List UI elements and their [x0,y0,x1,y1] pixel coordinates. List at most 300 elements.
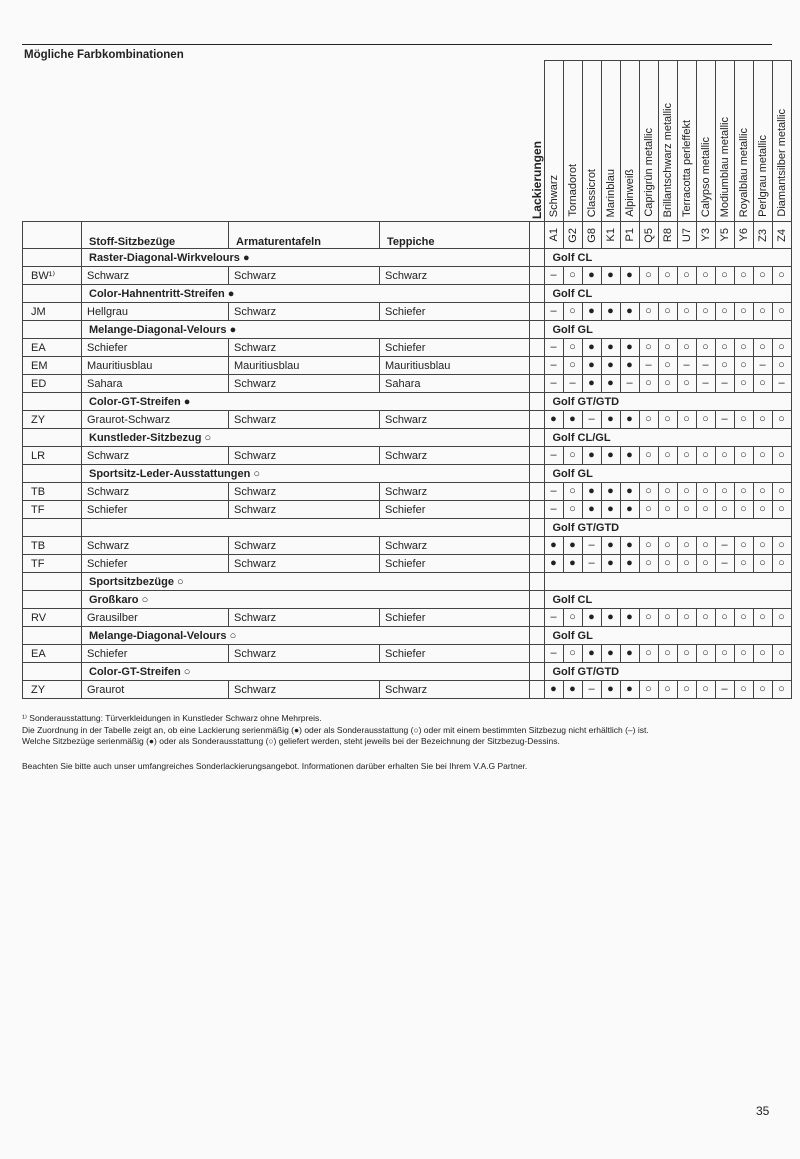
availability-mark: ○ [734,483,753,501]
availability-mark: – [582,681,601,699]
availability-mark: ○ [696,267,715,285]
availability-mark: ○ [734,609,753,627]
availability-mark: ○ [715,267,734,285]
model-label: Golf CL [544,591,791,609]
availability-mark: ● [601,609,620,627]
availability-mark: ○ [639,681,658,699]
armatur-value: Schwarz [229,411,380,429]
availability-mark: ○ [639,303,658,321]
teppich-value: Schiefer [380,555,530,573]
page-number: 35 [756,1104,770,1118]
availability-mark: ○ [677,303,696,321]
availability-mark: ● [601,447,620,465]
availability-mark: ○ [734,339,753,357]
availability-mark: ○ [658,537,677,555]
availability-mark: ○ [734,681,753,699]
gap-cell [530,339,545,357]
availability-mark: ○ [715,357,734,375]
trim-code: EA [23,339,82,357]
table-row [23,447,792,465]
color-name: Royalblau metallic [737,127,750,217]
section-row [23,465,792,483]
availability-mark: ○ [734,303,753,321]
section-code-cell [23,627,82,645]
availability-mark: ○ [658,357,677,375]
color-code: Y3 [699,228,712,242]
availability-mark: ○ [696,339,715,357]
color-name-row [23,61,792,222]
availability-mark: ● [563,681,582,699]
availability-mark: ○ [753,555,772,573]
armatur-value: Schwarz [229,681,380,699]
gap-cell [530,393,545,411]
availability-mark: ○ [696,555,715,573]
color-code-cell [639,222,658,249]
section-row [23,429,792,447]
color-name: Calypso metallic [699,136,712,217]
color-code: Z3 [756,228,769,242]
availability-mark: ● [620,303,639,321]
column-header-row [23,222,792,249]
availability-mark: ● [601,681,620,699]
availability-mark: ○ [753,483,772,501]
availability-mark: – [582,537,601,555]
availability-mark: ○ [696,411,715,429]
availability-mark: ● [582,447,601,465]
section-code-cell [23,465,82,483]
availability-mark: ● [601,555,620,573]
availability-mark: ○ [753,537,772,555]
availability-mark: ● [620,645,639,663]
teppich-value: Schwarz [380,267,530,285]
gap-cell [530,519,545,537]
color-name-cell [715,61,734,222]
table-row [23,375,792,393]
stoff-value: Mauritiusblau [82,357,229,375]
section-row [23,393,792,411]
color-name-cell [753,61,772,222]
section-code-cell [23,321,82,339]
color-name-cell [734,61,753,222]
table-row [23,555,792,573]
teppiche-header: Teppiche [380,222,530,249]
availability-mark: – [753,357,772,375]
color-name-cell [544,61,563,222]
availability-mark: ○ [677,447,696,465]
availability-mark: ○ [563,357,582,375]
availability-mark: ○ [772,447,791,465]
teppich-value: Schwarz [380,681,530,699]
teppich-value: Schiefer [380,645,530,663]
availability-mark: ○ [677,267,696,285]
color-code-cell [715,222,734,249]
gap-cell [530,681,545,699]
availability-mark: – [544,645,563,663]
availability-mark: – [544,357,563,375]
teppich-value: Schwarz [380,483,530,501]
availability-mark: – [696,357,715,375]
table-row [23,411,792,429]
availability-mark: ○ [563,609,582,627]
availability-mark: – [544,447,563,465]
gap-cell [530,411,545,429]
availability-mark: – [715,681,734,699]
availability-mark: ○ [696,609,715,627]
section-label: Color-GT-Streifen ● [82,393,530,411]
section-row [23,627,792,645]
armatur-value: Schwarz [229,483,380,501]
availability-mark: ○ [658,609,677,627]
armatur-value: Schwarz [229,267,380,285]
color-name: Terracotta perleffekt [680,119,693,217]
footnote-3: Welche Sitzbezüge serienmäßig (●) oder als Sonderausstattung (○) geliefert werden, steht jeweils bei der Bezeichnung der Sitzbezug-Dessins. [22,736,560,746]
availability-mark: ● [620,501,639,519]
availability-mark: ○ [753,375,772,393]
color-name: Tornadorot [566,164,579,217]
availability-mark: ○ [677,375,696,393]
stoff-value: Schwarz [82,537,229,555]
availability-mark: ● [544,537,563,555]
color-name-cell [772,61,791,222]
availability-mark: ○ [734,645,753,663]
teppich-value: Schiefer [380,339,530,357]
header-spacer [23,61,530,222]
availability-mark: ○ [753,645,772,663]
section-code-cell [23,285,82,303]
model-label: Golf GL [544,627,791,645]
color-code: U7 [680,227,693,243]
model-label: Golf GT/GTD [544,663,791,681]
availability-mark: ○ [734,375,753,393]
trim-code: JM [23,303,82,321]
color-code: G2 [566,227,579,243]
availability-mark: ● [563,555,582,573]
color-code-cell [620,222,639,249]
teppich-value: Schiefer [380,609,530,627]
availability-mark: ● [620,537,639,555]
color-name: Marinblau [604,168,617,217]
gap-cell [530,483,545,501]
teppich-value: Sahara [380,375,530,393]
color-name: Classicrot [585,168,598,217]
gap-cell [530,537,545,555]
trim-code: EM [23,357,82,375]
gap-cell [530,222,545,249]
availability-mark: ○ [696,537,715,555]
availability-mark: ● [601,411,620,429]
availability-mark: ○ [658,447,677,465]
availability-mark: ● [544,411,563,429]
teppich-value: Mauritiusblau [380,357,530,375]
color-name-cell [563,61,582,222]
availability-mark: ○ [658,375,677,393]
section-label: Raster-Diagonal-Wirkvelours ● [82,249,530,267]
color-name: Modiumblau metallic [718,116,731,217]
gap-cell [530,447,545,465]
availability-mark: ○ [753,411,772,429]
availability-mark: ○ [696,447,715,465]
armatur-value: Schwarz [229,501,380,519]
availability-mark: ● [601,501,620,519]
availability-mark: ● [601,357,620,375]
availability-mark: ● [601,375,620,393]
availability-mark: – [715,375,734,393]
availability-mark: ○ [696,501,715,519]
stoff-value: Graurot [82,681,229,699]
color-code-cell [563,222,582,249]
availability-mark: ○ [639,483,658,501]
availability-mark: – [639,357,658,375]
availability-mark: ○ [677,681,696,699]
availability-mark: ○ [677,645,696,663]
availability-mark: ○ [753,339,772,357]
availability-mark: ○ [563,483,582,501]
availability-mark: ○ [772,501,791,519]
table-row [23,681,792,699]
availability-mark: ● [582,483,601,501]
availability-mark: ○ [715,447,734,465]
availability-mark: ● [620,267,639,285]
availability-mark: ○ [677,483,696,501]
availability-mark: ○ [696,681,715,699]
section-code-cell [23,393,82,411]
stoff-value: Schwarz [82,483,229,501]
model-label: Golf GL [544,321,791,339]
stoff-value: Schwarz [82,267,229,285]
availability-mark: ● [582,339,601,357]
availability-mark: ● [563,411,582,429]
availability-mark: – [544,303,563,321]
section-label: Melange-Diagonal-Velours ○ [82,627,530,645]
color-name: Caprigrün metallic [642,128,655,217]
color-code: A1 [547,228,560,242]
availability-mark: ○ [715,645,734,663]
color-name-cell [696,61,715,222]
table-row [23,357,792,375]
availability-mark: ○ [639,411,658,429]
section-code-cell [23,663,82,681]
footnote-1: ¹⁾ Sonderausstattung: Türverkleidungen in Kunstleder Schwarz ohne Mehrpreis. [22,713,322,723]
stoff-value: Sahara [82,375,229,393]
top-rule [22,44,772,45]
availability-mark: – [582,411,601,429]
color-code-cell [658,222,677,249]
table-row [23,609,792,627]
availability-mark: – [677,357,696,375]
availability-mark: – [715,555,734,573]
trim-code: EA [23,645,82,663]
section-code-cell [23,519,82,537]
trim-code: TB [23,537,82,555]
color-code: Z4 [775,228,788,242]
table-row [23,645,792,663]
stoff-value: Schwarz [82,447,229,465]
availability-mark: ○ [734,267,753,285]
section-label: Color-Hahnentritt-Streifen ● [82,285,530,303]
availability-mark: ○ [772,357,791,375]
availability-mark: ○ [639,555,658,573]
availability-mark: – [544,375,563,393]
availability-mark: ○ [639,645,658,663]
availability-mark: ○ [772,267,791,285]
gap-cell [530,663,545,681]
color-name-cell [620,61,639,222]
availability-mark: ○ [734,537,753,555]
color-name-cell [601,61,620,222]
color-code-cell [601,222,620,249]
gap-cell [530,501,545,519]
color-name-cell [582,61,601,222]
availability-mark: ● [601,645,620,663]
availability-mark: ○ [677,537,696,555]
availability-mark: ○ [639,267,658,285]
color-combination-table [22,60,792,699]
color-code-cell [582,222,601,249]
section-row [23,591,792,609]
availability-mark: ○ [715,483,734,501]
availability-mark: – [544,483,563,501]
availability-mark: – [715,411,734,429]
stoff-value: Schiefer [82,555,229,573]
availability-mark: ● [582,609,601,627]
availability-mark: – [620,375,639,393]
section-code-cell [23,249,82,267]
availability-mark: ○ [772,411,791,429]
gap-cell [530,303,545,321]
availability-mark: ○ [715,501,734,519]
availability-mark: ○ [639,609,658,627]
color-code: Y5 [718,228,731,242]
section-label: Sportsitz-Leder-Ausstattungen ○ [82,465,530,483]
availability-mark: ○ [677,501,696,519]
model-label: Golf CL/GL [544,429,791,447]
section-code-cell [23,591,82,609]
gap-cell [530,429,545,447]
availability-mark: ○ [563,339,582,357]
availability-mark: ● [601,303,620,321]
availability-mark: ○ [677,411,696,429]
teppich-value: Schiefer [380,501,530,519]
availability-mark: ○ [658,645,677,663]
lackierungen-text: Lackierungen [529,140,544,219]
availability-mark: ○ [639,537,658,555]
availability-mark: ○ [563,303,582,321]
gap-cell [530,555,545,573]
availability-mark: ○ [715,609,734,627]
trim-code: TB [23,483,82,501]
trim-code: TF [23,555,82,573]
color-name-cell [677,61,696,222]
availability-mark: ● [620,555,639,573]
teppich-value: Schwarz [380,537,530,555]
availability-mark: ○ [772,483,791,501]
color-code: R8 [661,227,674,243]
color-name-cell [639,61,658,222]
color-name: Alpinweiß [623,169,636,217]
availability-mark: ○ [772,645,791,663]
availability-mark: ● [620,411,639,429]
page-title: Mögliche Farbkombinationen [24,49,184,61]
color-name-cell [658,61,677,222]
gap-cell [530,267,545,285]
section-label: Melange-Diagonal-Velours ● [82,321,530,339]
availability-mark: ● [601,267,620,285]
availability-mark: ● [582,357,601,375]
availability-mark: ● [544,681,563,699]
availability-mark: ○ [734,357,753,375]
availability-mark: ● [620,339,639,357]
gap-cell [530,573,545,591]
armatur-value: Schwarz [229,645,380,663]
availability-mark: ○ [772,609,791,627]
color-code-cell [753,222,772,249]
armatur-value: Schwarz [229,375,380,393]
gap-cell [530,645,545,663]
availability-mark: ○ [563,267,582,285]
availability-mark: ○ [658,501,677,519]
teppich-value: Schwarz [380,411,530,429]
availability-mark: ○ [734,555,753,573]
availability-mark: ○ [658,339,677,357]
section-label: Sportsitzbezüge ○ [82,573,530,591]
section-row [23,663,792,681]
color-name: Brillantschwarz metallic [661,102,674,217]
model-label: Golf GL [544,465,791,483]
trim-code: BW¹⁾ [23,267,82,285]
availability-mark: – [696,375,715,393]
availability-mark: ○ [715,339,734,357]
availability-mark: ● [620,609,639,627]
model-label: Golf GT/GTD [544,393,791,411]
availability-mark: ● [601,537,620,555]
availability-mark: ● [601,483,620,501]
availability-mark: ● [582,645,601,663]
lackierungen-label [530,61,545,222]
gap-cell [530,285,545,303]
trim-code: TF [23,501,82,519]
availability-mark: – [544,609,563,627]
gap-cell [530,375,545,393]
availability-mark: ○ [658,483,677,501]
availability-mark: ● [620,447,639,465]
availability-mark: ● [620,483,639,501]
stoff-value: Schiefer [82,339,229,357]
availability-mark: ○ [772,339,791,357]
section-label: Großkaro ○ [82,591,530,609]
availability-mark: ○ [772,303,791,321]
stoff-value: Graurot-Schwarz [82,411,229,429]
color-code: Q5 [642,227,655,243]
section-row [23,249,792,267]
color-code: Y6 [737,228,750,242]
section-label [82,519,530,537]
availability-mark: ○ [753,303,772,321]
availability-mark: ○ [563,447,582,465]
trim-code: ZY [23,681,82,699]
model-label: Golf GT/GTD [544,519,791,537]
table-row [23,339,792,357]
availability-mark: ○ [772,555,791,573]
color-name: Schwarz [547,174,560,217]
color-code-cell [544,222,563,249]
availability-mark: – [582,555,601,573]
availability-mark: ○ [658,303,677,321]
gap-cell [530,357,545,375]
gap-cell [530,627,545,645]
availability-mark: ○ [563,645,582,663]
availability-mark: ○ [772,681,791,699]
section-code-cell [23,573,82,591]
